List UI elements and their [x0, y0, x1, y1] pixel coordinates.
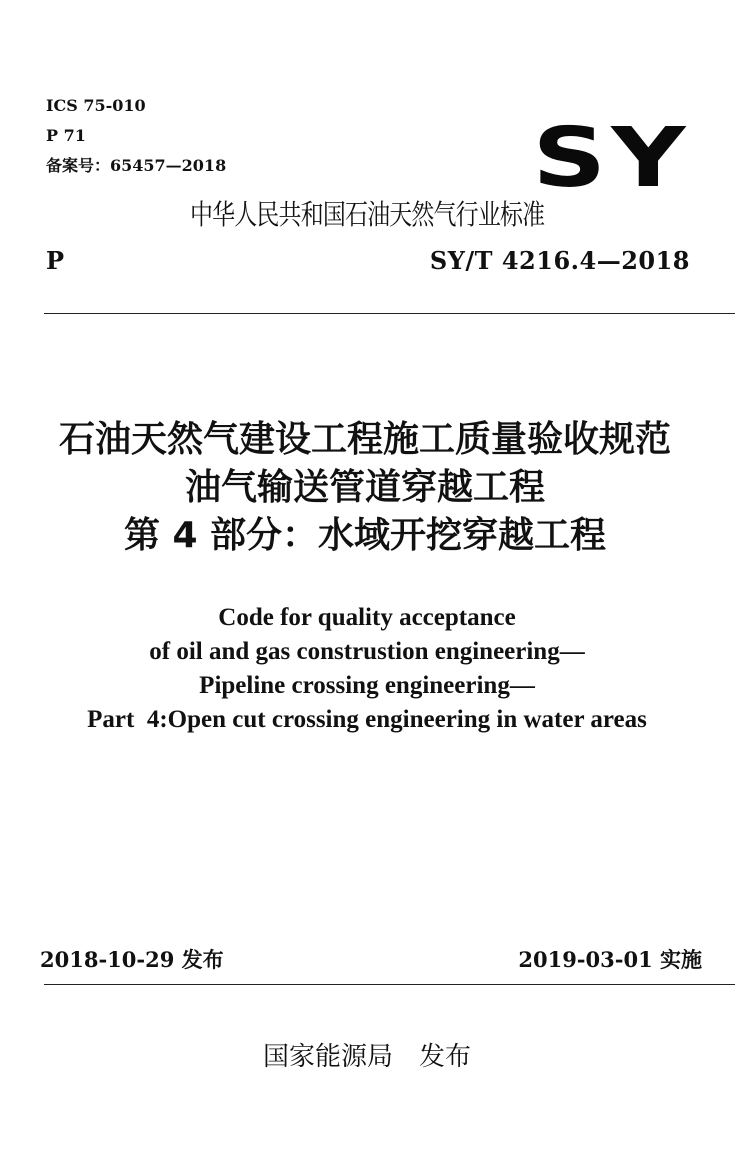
- implementation-date: 2019-03-01 实施: [518, 947, 702, 972]
- ics-code: ICS 75-010: [46, 96, 146, 115]
- cn-title-line2: 油气输送管道穿越工程: [184, 467, 545, 508]
- en-title-line3: Pipeline crossing engineering—: [199, 672, 535, 699]
- issue-date: 2018-10-29 发布: [40, 947, 224, 972]
- ccs-code: P 71: [46, 126, 86, 145]
- publisher-name: 国家能源局: [262, 1042, 393, 1072]
- sy-logo: SY: [531, 111, 690, 206]
- en-title-line2: of oil and gas construstion engineering—: [149, 638, 585, 665]
- en-title-line1: Code for quality acceptance: [218, 604, 516, 631]
- cn-title-line1: 石油天然气建设工程施工质量验收规范: [58, 419, 671, 460]
- category-code: P: [46, 246, 65, 275]
- standard-number: SY/T 4216.4—2018: [429, 246, 690, 275]
- standard-type: 中华人民共和国石油天然气行业标准: [190, 198, 545, 231]
- top-divider: [44, 313, 735, 314]
- bottom-divider: [44, 984, 735, 985]
- publisher: [0, 1040, 734, 1074]
- en-title-line4: Part 4:Open cut crossing engineering in water areas: [87, 706, 647, 733]
- publisher-action: 发布: [419, 1042, 472, 1072]
- filing-number: 备案号：65457—2018: [46, 156, 227, 175]
- cn-title-line3: 第 4 部分：水域开挖穿越工程: [123, 515, 607, 556]
